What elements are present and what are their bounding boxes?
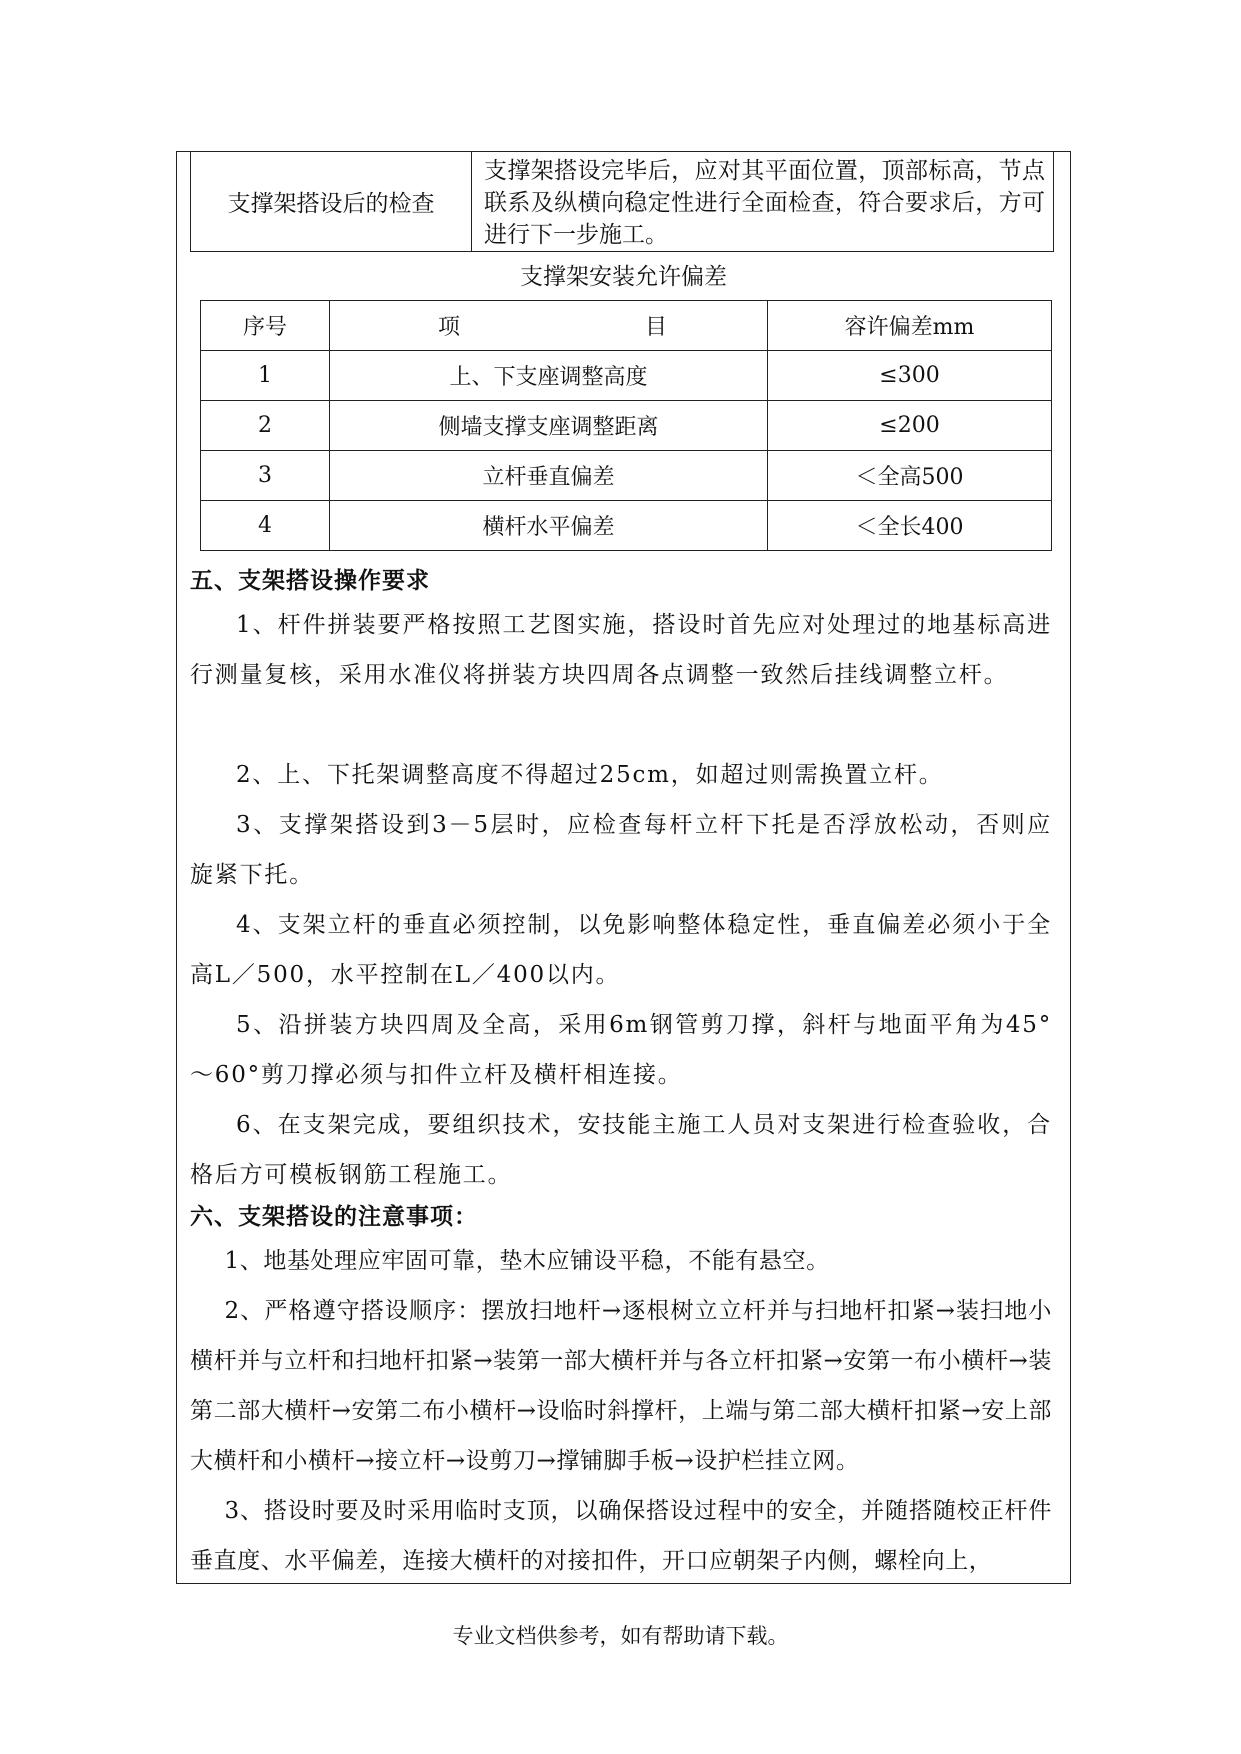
section6-heading: 六、支架搭设的注意事项： <box>190 1203 478 1230</box>
table-row <box>201 501 1052 551</box>
section5-item-1: 1、杆件拼装要严格按照工艺图实施，搭设时首先应对处理过的地基标高进行测量复核，采用水准仪将拼装方块四周各点调整一致然后挂线调整立杆。 <box>190 612 1052 688</box>
row-tolerance: ≤300 <box>768 351 1052 401</box>
row-no: 4 <box>201 501 330 551</box>
section6-item-2: 2、严格遵守搭设顺序：摆放扫地杆→逐根树立立杆并与扫地杆扣紧→装扫地小横杆并与立杆和扫地杆扣紧→装第一部大横杆并与各立杆扣紧→安第一布小横杆→装第二部大横杆→安第二布小横杆→设临时斜撑杆，上端与第二部大横杆扣紧→安上部大横杆和小横杆→接立杆→设剪刀→撑铺脚手板→设护栏挂立网。 <box>190 1298 1053 1474</box>
section5-heading: 五、支架搭设操作要求 <box>190 567 430 594</box>
check-row-label: 支撑架搭设后的检查 <box>191 152 472 252</box>
tolerance-table-header <box>201 301 1052 351</box>
section6-item-3: 3、搭设时要及时采用临时支顶，以确保搭设过程中的安全，并随搭随校正杆件垂直度、水平偏差，连接大横杆的对接扣件，开口应朝架子内侧，螺栓向上， <box>190 1498 1052 1574</box>
header-item-left: 项 <box>438 315 461 340</box>
header-item <box>330 301 768 351</box>
row-no: 3 <box>201 451 330 501</box>
check-row <box>191 152 1054 252</box>
row-item: 上、下支座调整高度 <box>330 351 768 401</box>
header-no: 序号 <box>201 301 330 351</box>
row-tolerance: ＜全长400 <box>768 501 1052 551</box>
check-row-text: 支撑架搭设完毕后，应对其平面位置，顶部标高，节点联系及纵横向稳定性进行全面检查，符合要求后，方可进行下一步施工。 <box>472 152 1054 252</box>
row-tolerance: ＜全高500 <box>768 451 1052 501</box>
section5-item-4: 4、支架立杆的垂直必须控制，以免影响整体稳定性，垂直偏差必须小于全高L／500，水平控制在L／400以内。 <box>190 912 1052 988</box>
section6-item-1: 1、地基处理应牢固可靠，垫木应铺设平稳，不能有悬空。 <box>224 1248 830 1274</box>
table-row <box>201 451 1052 501</box>
tolerance-table <box>200 300 1052 551</box>
tolerance-table-caption: 支撑架安装允许偏差 <box>520 264 727 290</box>
row-tolerance: ≤200 <box>768 401 1052 451</box>
check-row-table <box>190 151 1054 252</box>
section5-item-5: 5、沿拼装方块四周及全高，采用6m钢管剪刀撑，斜杆与地面平角为45°～60°剪刀撑必须与扣件立杆及横杆相连接。 <box>190 1012 1052 1088</box>
row-no: 2 <box>201 401 330 451</box>
row-item: 立杆垂直偏差 <box>330 451 768 501</box>
table-row <box>201 351 1052 401</box>
row-no: 1 <box>201 351 330 401</box>
section5-item-3: 3、支撑架搭设到3－5层时，应检查每杆立杆下托是否浮放松动，否则应旋紧下托。 <box>190 812 1052 888</box>
row-item: 横杆水平偏差 <box>330 501 768 551</box>
table-row <box>201 401 1052 451</box>
header-tolerance: 容许偏差mm <box>768 301 1052 351</box>
row-item: 侧墙支撑支座调整距离 <box>330 401 768 451</box>
page-footer: 专业文档供参考，如有帮助请下载。 <box>452 1624 789 1648</box>
header-item-right: 目 <box>644 315 667 340</box>
section5-item-6: 6、在支架完成，要组织技术，安技能主施工人员对支架进行检查验收，合格后方可模板钢筋工程施工。 <box>190 1112 1052 1188</box>
section5-item-2: 2、上、下托架调整高度不得超过25cm，如超过则需换置立杆。 <box>236 762 944 788</box>
